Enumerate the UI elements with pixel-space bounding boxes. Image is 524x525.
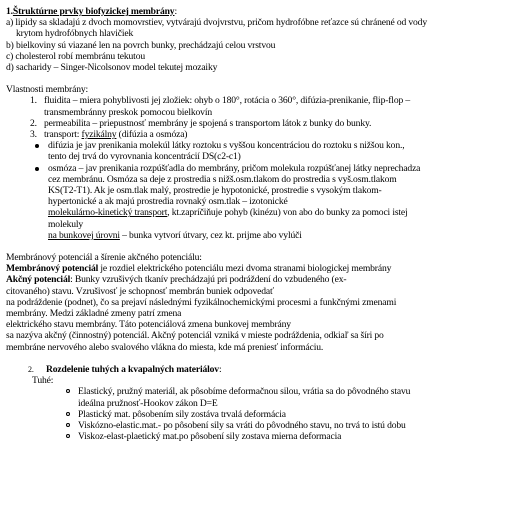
- bullet-text-cont: tento dej trvá do vyrovnania koncentrácií DS(c2-c1): [48, 151, 241, 163]
- bullet-text-cont: hypertonické a ak majú prostredia rovnaký osm.tlak – izotonické: [48, 196, 288, 208]
- bold-term: Membránový potenciál: [6, 263, 99, 275]
- bullet-text: , kt.zapríčiňuje pohyb (kinézu) von abo do bunky za pomoci istej: [167, 207, 408, 219]
- paragraph-line: membráne nervového alebo svalového vlákna do miesta, kde má preniesť informáciu.: [6, 341, 324, 353]
- bullet-text-cont: [6, 207, 524, 218]
- properties-heading: Vlastnosti membrány:: [6, 84, 88, 96]
- property-text: transport:: [44, 129, 82, 141]
- property-text: fluidita – miera pohyblivosti jej zložiek: ohyb o 180°, rotácia o 360°, difúzia-prenikanie, flip-flop –: [44, 95, 411, 107]
- circle-bullet-icon: [66, 389, 70, 393]
- property-item-2: [6, 118, 524, 129]
- bullet-icon: [35, 167, 39, 171]
- structure-item: d) sacharidy – Singer-Nicolsonov model tekutej mozaiky: [6, 62, 218, 74]
- section-1-title: Štruktúrne prvky biofyzickej membrány: [12, 6, 175, 17]
- paragraph-text: je rozdiel elektrického potenciálu mezi dvoma stranami biologickej membrány: [98, 263, 392, 275]
- solid-item: [6, 409, 524, 420]
- solid-item: [6, 420, 524, 431]
- structure-item: c) cholesterol robí membránu tekutou: [6, 50, 145, 62]
- property-item-3: [6, 129, 524, 140]
- underlined-term: molekulárno-kinetický transport: [48, 207, 168, 219]
- bullet-icon: [35, 144, 39, 148]
- section-2-heading: [6, 364, 524, 375]
- bullet-text: osmóza – jav prenikania rozpúšťadla do membrány, pričom molekula rozpúšťanej látky neprechadza: [48, 162, 421, 174]
- property-number: 1.: [30, 95, 37, 107]
- property-text: (difúzia a osmóza): [116, 129, 188, 141]
- solid-item-text: Plastický mat. pôsobením sily zostáva trvalá deformácia: [78, 408, 286, 420]
- bullet-text-cont: cez membránu. Osmóza sa deje z prostredia s nižš.osm.tlakom do prostredia s vyš.osm.tlakom: [48, 173, 397, 185]
- property-item-1: [6, 95, 524, 106]
- membrane-potential-line: [6, 263, 524, 274]
- solid-item-text: Elastický, pružný materiál, ak pôsobíme deformačnou silou, vrátia sa do pôvodného stavu: [78, 386, 411, 398]
- paragraph-line: elektrického stavu membrány. Táto potenciálová zmena bunkovej membrány: [6, 319, 291, 331]
- circle-bullet-icon: [66, 412, 70, 416]
- solid-item: [6, 431, 524, 442]
- bullet-text-cont: [6, 230, 524, 241]
- section-2-title: Rozdelenie tuhých a kvapalných materiálov: [46, 363, 219, 375]
- property-text-underlined: fyzikálny: [81, 129, 117, 141]
- bullet-text-cont: molekuly: [48, 218, 84, 230]
- circle-bullet-icon: [66, 423, 70, 427]
- underlined-term: na bunkovej úrovni: [48, 229, 120, 241]
- property-number: 3.: [30, 129, 37, 141]
- paragraph-line: membrány. Medzi základné zmeny patrí zmena: [6, 308, 182, 320]
- structure-item: a) lipidy sa skladajú z dvoch momovrstiev, vytvárajú dvojvrstvu, pričom hydrofóbne reťazce sú chránené od vody: [6, 17, 427, 29]
- solid-item-text: Viskoz-elast-plaetický mat.po pôsobení sily zostava mierna deformacia: [78, 431, 342, 443]
- section-2-number: 2.: [28, 364, 34, 374]
- solid-item-text-cont: ideálna pružnosť-Hookov zákon D=E: [78, 397, 218, 409]
- paragraph-line: sa nazýva akčný (činnostný) potenciál. Akčný potenciál vzniká v mieste podráždenia, odkiaľ sa šíri po: [6, 330, 384, 342]
- bullet-osmosis: [6, 163, 524, 174]
- bullet-text-cont: KS(T2-T1). Ak je osm.tlak malý, prostredie je hypotonické, prostredie s vysokým tlakom-: [48, 185, 382, 197]
- section-1-number: 1.: [6, 6, 13, 17]
- property-text-cont: transmembránny preskok pomocou bielkovín: [44, 106, 212, 118]
- membrane-heading: Membránový potenciál a šírenie akčného potenciálu:: [6, 252, 202, 264]
- bullet-text: – bunka vytvorí útvary, cez kt. prijme abo vylúči: [119, 229, 302, 241]
- solid-item: [6, 386, 524, 397]
- section-1-heading: [6, 6, 524, 17]
- paragraph-line: na podráždenie (podnet), čo sa prejaví následnými fyzikálnochemickými procesmi a funkčnými zmenami: [6, 296, 397, 308]
- structure-item: krytom hydrofóbnych hlavičiek: [16, 28, 134, 40]
- property-text: permeabilita – priepustnosť membrány je spojená s transportom látok z bunky do bunky.: [44, 117, 372, 129]
- solid-item-text: Viskózno-elastic.mat.- po pôsobení sily sa vráti do pôvodného stavu, no trvá to istú dobu: [78, 419, 406, 431]
- paragraph-text: : Bunky vzrušivých tkanív prechádzajú pri podráždení do vzbudeného (ex-: [70, 274, 347, 286]
- bold-term: Akčný potenciál: [6, 274, 71, 286]
- section-2-colon: :: [218, 363, 222, 375]
- structure-item: b) bielkoviny sú viazané len na povrch bunky, prechádzajú celou vrstvou: [6, 39, 276, 51]
- action-potential-line: [6, 274, 524, 285]
- bullet-diffusion: [6, 140, 524, 151]
- paragraph-line: citovaného) stavu. Vzrušivosť je schopnosť membrán buniek odpovedať: [6, 285, 274, 297]
- bullet-text: difúzia je jav prenikania molekúl látky roztoku s vyššou koncentráciou do roztoku s nižšou kon.,: [48, 140, 405, 152]
- property-number: 2.: [30, 117, 37, 129]
- section-1-colon: :: [174, 6, 177, 17]
- solids-heading: Tuhé:: [32, 375, 54, 387]
- circle-bullet-icon: [66, 434, 70, 438]
